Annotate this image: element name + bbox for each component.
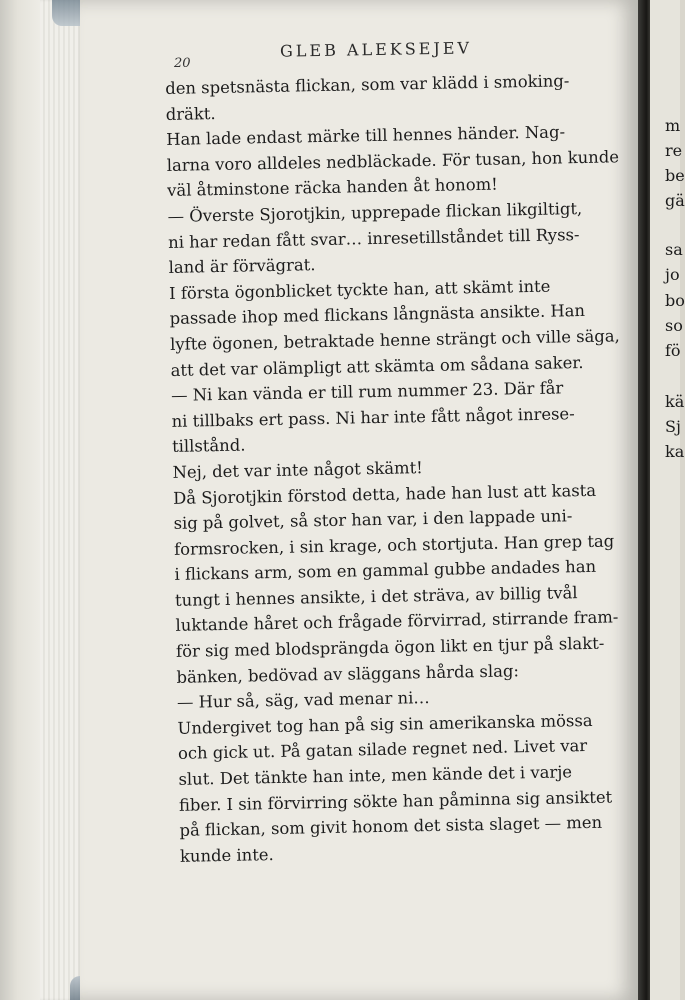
next-page-fragment: gä — [665, 191, 685, 210]
text-line: i flickans arm, som en gammal gubbe andades han — [174, 557, 597, 585]
text-line: dräkt. — [165, 103, 216, 124]
body-text — [165, 67, 630, 869]
next-page-fragment: kä — [665, 392, 685, 411]
book-left-edge — [0, 0, 44, 1000]
text-line: — Överste Sjorotjkin, upprepade flickan likgiltigt, — [167, 198, 583, 226]
running-head: GLEB ALEKSEJEV — [279, 38, 473, 61]
next-page-fragment: be — [665, 166, 685, 185]
text-line: Han lade endast märke till hennes händer. Nag- — [166, 122, 566, 150]
text-line: sig på golvet, så stor han var, i den lappade uni- — [173, 506, 573, 534]
text-line: slut. Det tänkte han inte, men kände det i varje — [178, 762, 573, 789]
text-line: luktande håret och frågade förvirrad, stirrande fram- — [175, 607, 619, 636]
text-line: passade ihop med flickans långnästa ansikte. Han — [169, 301, 586, 329]
text-line: tillstånd. — [171, 435, 246, 457]
text-line: formsrocken, i sin krage, och stortjuta. Han grep tag — [173, 531, 615, 559]
text-line: den spetsnästa flickan, som var klädd i smoking- — [165, 71, 570, 98]
next-page-fragment: sa — [665, 240, 683, 259]
text-line: Nej, det var inte något skämt! — [172, 458, 423, 482]
text-line: ni har redan fått svar… inresetillståndet till Ryss- — [168, 224, 580, 252]
page-stack-edges — [40, 0, 82, 1000]
text-line: lyfte ögonen, betraktade henne strängt och ville säga, — [169, 326, 620, 354]
text-line: Då Sjorotjkin förstod detta, hade han lust att kasta — [172, 480, 597, 508]
text-line: kunde inte. — [179, 844, 274, 866]
text-line: bänken, bedövad av släggans hårda slag: — [176, 660, 520, 687]
next-page-fragment: fö — [665, 341, 681, 360]
next-page-fragment: m — [665, 116, 681, 135]
page-number: 20 — [174, 56, 191, 71]
next-page-fragment: ka — [665, 442, 685, 461]
text-line: — Hur så, säg, vad menar ni… — [176, 688, 430, 713]
text-line: larna voro alldeles nedbläckade. För tusan, hon kunde — [166, 147, 620, 175]
text-line: att det var olämpligt att skämta om sådana saker. — [170, 352, 584, 380]
text-line: I första ögonblicket tyckte han, att skämt inte — [168, 276, 551, 303]
text-line: väl åtminstone räcka handen åt honom! — [167, 175, 498, 201]
next-page-fragment: re — [665, 141, 683, 160]
text-line: ni tillbaks ert pass. Ni har inte fått något inrese- — [171, 403, 575, 431]
next-page-fragment: bo — [665, 291, 685, 310]
text-line: på flickan, som givit honom det sista slaget — men — [179, 812, 603, 841]
next-page-fragment: so — [665, 316, 683, 335]
text-line: Undergivet tog han på sig sin amerikanska mössa — [177, 710, 593, 738]
text-line: fiber. I sin förvirring sökte han påminna sig ansiktet — [178, 787, 613, 815]
text-line: tungt i hennes ansikte, i det sträva, av billig tvål — [174, 583, 578, 610]
next-page-fragment: Sj — [665, 417, 681, 436]
next-page-fragment: jo — [665, 265, 680, 284]
text-line: för sig med blodsprängda ögon likt en tjur på slakt- — [175, 633, 605, 661]
text-line: — Ni kan vända er till rum nummer 23. Där får — [170, 378, 564, 406]
next-page-strip — [650, 0, 685, 1000]
text-line: och gick ut. På gatan silade regnet ned. Livet var — [177, 736, 588, 764]
text-line: land är förvägrat. — [168, 255, 316, 278]
